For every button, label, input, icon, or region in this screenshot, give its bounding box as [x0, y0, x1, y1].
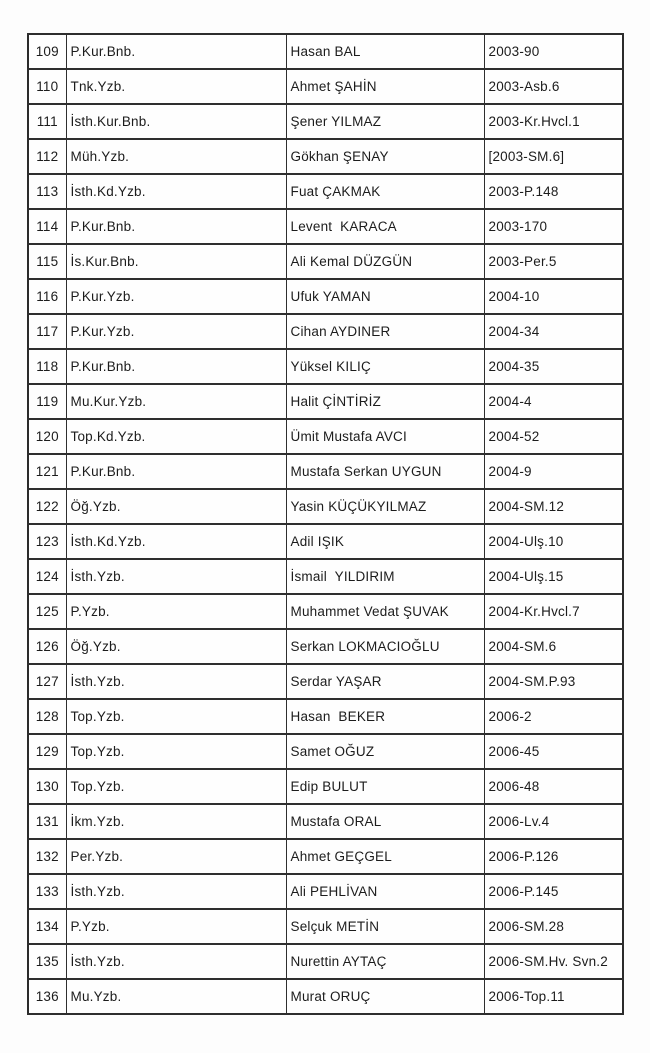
row-number-cell: 135 [28, 944, 66, 979]
name-cell: Ufuk YAMAN [286, 279, 484, 314]
table-row [28, 384, 623, 419]
table-row [28, 594, 623, 629]
rank-cell: İsth.Kd.Yzb. [66, 524, 286, 559]
table-row [28, 139, 623, 174]
row-number-cell: 110 [28, 69, 66, 104]
table-row [28, 769, 623, 804]
table-row [28, 244, 623, 279]
rank-cell: İsth.Kur.Bnb. [66, 104, 286, 139]
code-cell: 2004-Kr.Hvcl.7 [484, 594, 623, 629]
rank-cell: Top.Yzb. [66, 734, 286, 769]
code-cell: 2004-34 [484, 314, 623, 349]
table-row [28, 349, 623, 384]
rank-cell: İsth.Yzb. [66, 664, 286, 699]
row-number-cell: 131 [28, 804, 66, 839]
rank-cell: P.Kur.Bnb. [66, 34, 286, 69]
name-cell: Ali PEHLİVAN [286, 874, 484, 909]
row-number-cell: 119 [28, 384, 66, 419]
row-number-cell: 121 [28, 454, 66, 489]
row-number-cell: 112 [28, 139, 66, 174]
row-number-cell: 113 [28, 174, 66, 209]
row-number-cell: 120 [28, 419, 66, 454]
row-number-cell: 127 [28, 664, 66, 699]
name-cell: İsmail YILDIRIM [286, 559, 484, 594]
rank-cell: Mu.Yzb. [66, 979, 286, 1014]
code-cell: 2006-P.126 [484, 839, 623, 874]
name-cell: Levent KARACA [286, 209, 484, 244]
code-cell: 2004-Ulş.15 [484, 559, 623, 594]
rank-cell: Mu.Kur.Yzb. [66, 384, 286, 419]
name-cell: Serkan LOKMACIOĞLU [286, 629, 484, 664]
row-number-cell: 136 [28, 979, 66, 1014]
name-cell: Muhammet Vedat ŞUVAK [286, 594, 484, 629]
rank-cell: İsth.Yzb. [66, 874, 286, 909]
row-number-cell: 126 [28, 629, 66, 664]
rank-cell: Per.Yzb. [66, 839, 286, 874]
row-number-cell: 124 [28, 559, 66, 594]
code-cell: [2003-SM.6] [484, 139, 623, 174]
name-cell: Hasan BAL [286, 34, 484, 69]
name-cell: Hasan BEKER [286, 699, 484, 734]
name-cell: Şener YILMAZ [286, 104, 484, 139]
code-cell: 2004-52 [484, 419, 623, 454]
rank-cell: Tnk.Yzb. [66, 69, 286, 104]
name-cell: Mustafa ORAL [286, 804, 484, 839]
code-cell: 2004-10 [484, 279, 623, 314]
name-cell: Samet OĞUZ [286, 734, 484, 769]
rank-cell: Top.Yzb. [66, 699, 286, 734]
rank-cell: İsth.Yzb. [66, 559, 286, 594]
name-cell: Ümit Mustafa AVCI [286, 419, 484, 454]
table-row [28, 314, 623, 349]
table-row [28, 629, 623, 664]
code-cell: 2006-Top.11 [484, 979, 623, 1014]
rank-cell: P.Yzb. [66, 594, 286, 629]
table-row [28, 944, 623, 979]
table-row [28, 454, 623, 489]
table-row [28, 174, 623, 209]
row-number-cell: 134 [28, 909, 66, 944]
row-number-cell: 115 [28, 244, 66, 279]
officer-list-table [27, 33, 624, 1015]
name-cell: Serdar YAŞAR [286, 664, 484, 699]
table-row [28, 209, 623, 244]
name-cell: Edip BULUT [286, 769, 484, 804]
name-cell: Adil IŞIK [286, 524, 484, 559]
code-cell: 2003-170 [484, 209, 623, 244]
row-number-cell: 117 [28, 314, 66, 349]
row-number-cell: 125 [28, 594, 66, 629]
code-cell: 2006-2 [484, 699, 623, 734]
table-row [28, 839, 623, 874]
rank-cell: İsth.Yzb. [66, 944, 286, 979]
row-number-cell: 128 [28, 699, 66, 734]
table-row [28, 909, 623, 944]
row-number-cell: 109 [28, 34, 66, 69]
name-cell: Selçuk METİN [286, 909, 484, 944]
code-cell: 2004-Ulş.10 [484, 524, 623, 559]
code-cell: 2004-SM.P.93 [484, 664, 623, 699]
rank-cell: P.Kur.Yzb. [66, 314, 286, 349]
table-row [28, 69, 623, 104]
name-cell: Yüksel KILIÇ [286, 349, 484, 384]
code-cell: 2003-P.148 [484, 174, 623, 209]
table-row [28, 419, 623, 454]
table-row [28, 104, 623, 139]
code-cell: 2004-4 [484, 384, 623, 419]
rank-cell: Top.Yzb. [66, 769, 286, 804]
name-cell: Ahmet ŞAHİN [286, 69, 484, 104]
code-cell: 2003-90 [484, 34, 623, 69]
rank-cell: İsth.Kd.Yzb. [66, 174, 286, 209]
row-number-cell: 114 [28, 209, 66, 244]
row-number-cell: 132 [28, 839, 66, 874]
row-number-cell: 129 [28, 734, 66, 769]
code-cell: 2006-45 [484, 734, 623, 769]
rank-cell: P.Kur.Bnb. [66, 209, 286, 244]
code-cell: 2003-Asb.6 [484, 69, 623, 104]
row-number-cell: 116 [28, 279, 66, 314]
rank-cell: Öğ.Yzb. [66, 489, 286, 524]
table-row [28, 664, 623, 699]
code-cell: 2004-SM.6 [484, 629, 623, 664]
row-number-cell: 111 [28, 104, 66, 139]
table-row [28, 34, 623, 69]
code-cell: 2003-Per.5 [484, 244, 623, 279]
rank-cell: Top.Kd.Yzb. [66, 419, 286, 454]
table-row [28, 489, 623, 524]
table-row [28, 279, 623, 314]
code-cell: 2004-SM.12 [484, 489, 623, 524]
row-number-cell: 123 [28, 524, 66, 559]
code-cell: 2004-35 [484, 349, 623, 384]
rank-cell: P.Kur.Bnb. [66, 349, 286, 384]
code-cell: 2006-Lv.4 [484, 804, 623, 839]
rank-cell: P.Kur.Bnb. [66, 454, 286, 489]
row-number-cell: 130 [28, 769, 66, 804]
code-cell: 2006-SM.Hv. Svn.2 [484, 944, 623, 979]
code-cell: 2004-9 [484, 454, 623, 489]
name-cell: Yasin KÜÇÜKYILMAZ [286, 489, 484, 524]
rank-cell: Öğ.Yzb. [66, 629, 286, 664]
name-cell: Fuat ÇAKMAK [286, 174, 484, 209]
table-row [28, 699, 623, 734]
rank-cell: İkm.Yzb. [66, 804, 286, 839]
table-row [28, 979, 623, 1014]
rank-cell: P.Kur.Yzb. [66, 279, 286, 314]
table-row [28, 734, 623, 769]
code-cell: 2003-Kr.Hvcl.1 [484, 104, 623, 139]
name-cell: Gökhan ŞENAY [286, 139, 484, 174]
table-row [28, 559, 623, 594]
table-row [28, 804, 623, 839]
rank-cell: P.Yzb. [66, 909, 286, 944]
code-cell: 2006-SM.28 [484, 909, 623, 944]
name-cell: Halit ÇİNTİRİZ [286, 384, 484, 419]
name-cell: Ali Kemal DÜZGÜN [286, 244, 484, 279]
name-cell: Murat ORUÇ [286, 979, 484, 1014]
row-number-cell: 133 [28, 874, 66, 909]
table-row [28, 524, 623, 559]
name-cell: Nurettin AYTAÇ [286, 944, 484, 979]
table-row [28, 874, 623, 909]
name-cell: Ahmet GEÇGEL [286, 839, 484, 874]
code-cell: 2006-48 [484, 769, 623, 804]
name-cell: Cihan AYDINER [286, 314, 484, 349]
row-number-cell: 118 [28, 349, 66, 384]
rank-cell: İs.Kur.Bnb. [66, 244, 286, 279]
name-cell: Mustafa Serkan UYGUN [286, 454, 484, 489]
row-number-cell: 122 [28, 489, 66, 524]
code-cell: 2006-P.145 [484, 874, 623, 909]
rank-cell: Müh.Yzb. [66, 139, 286, 174]
